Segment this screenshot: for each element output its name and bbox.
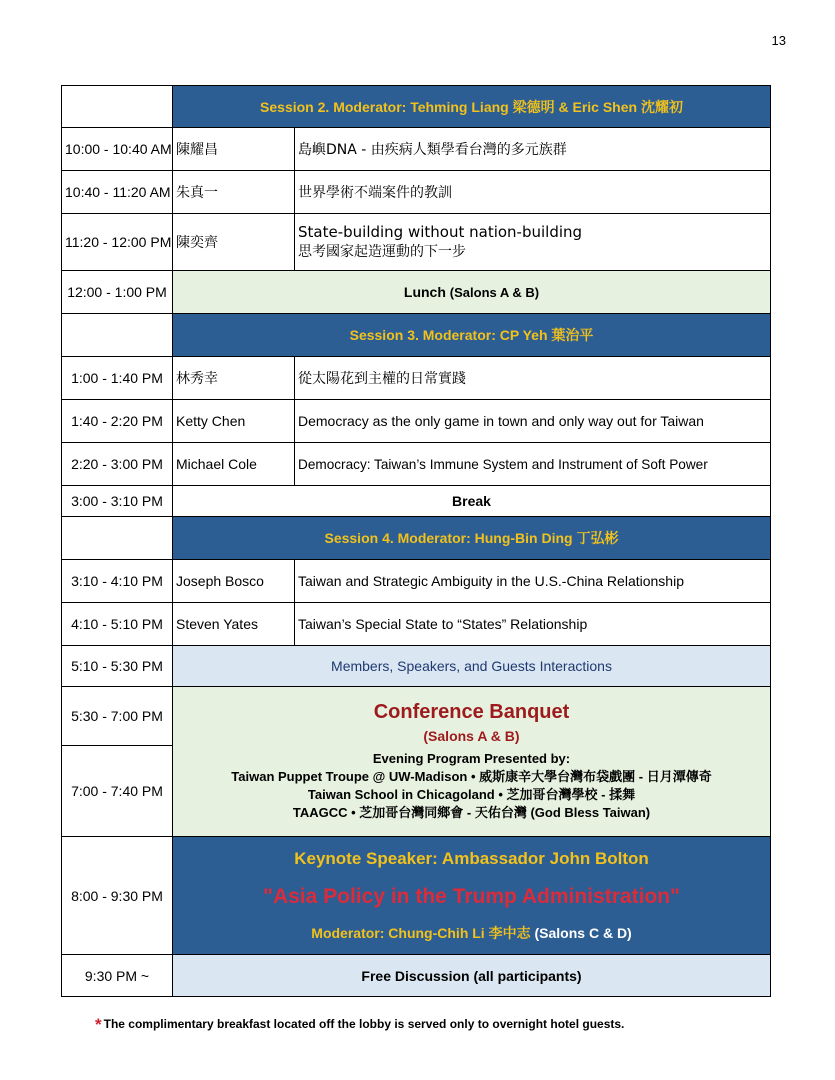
time-cell: 5:30 - 7:00 PM	[62, 687, 173, 746]
time-cell: 3:00 - 3:10 PM	[62, 486, 173, 517]
session-4-header: Session 4. Moderator: Hung-Bin Ding 丁弘彬	[173, 517, 771, 560]
topic-cell: 世界學術不端案件的教訓	[295, 171, 771, 214]
time-cell: 4:10 - 5:10 PM	[62, 603, 173, 646]
keynote-moderator: Moderator: Chung-Chih Li 李中志	[311, 924, 531, 941]
time-cell: 10:40 - 11:20 AM	[62, 171, 173, 214]
speaker-cell: 陳奕齊	[173, 214, 295, 271]
topic-cell: Taiwan and Strategic Ambiguity in the U.S.-China Relationship	[295, 560, 771, 603]
time-cell: 2:20 - 3:00 PM	[62, 443, 173, 486]
topic-cell: Democracy as the only game in town and only way out for Taiwan	[295, 400, 771, 443]
table-row	[62, 171, 771, 214]
time-cell: 1:00 - 1:40 PM	[62, 357, 173, 400]
table-row	[62, 214, 771, 271]
time-cell: 11:20 - 12:00 PM	[62, 214, 173, 271]
speaker-cell: Michael Cole	[173, 443, 295, 486]
banquet-program-line: Evening Program Presented by:	[372, 751, 571, 766]
session-3-header-row	[62, 314, 771, 357]
time-cell: 3:10 - 4:10 PM	[62, 560, 173, 603]
table-row	[62, 357, 771, 400]
empty-time-cell	[62, 314, 173, 357]
session-3-header: Session 3. Moderator: CP Yeh 葉治平	[173, 314, 771, 357]
speaker-cell: Steven Yates	[173, 603, 295, 646]
free-discussion-row	[62, 955, 771, 997]
keynote-moderator-line	[176, 923, 767, 943]
keynote-cell	[173, 837, 771, 955]
speaker-cell: 林秀幸	[173, 357, 295, 400]
banquet-row-1	[62, 687, 771, 746]
banquet-cell	[173, 687, 771, 837]
time-cell: 12:00 - 1:00 PM	[62, 271, 173, 314]
speaker-cell: 朱真一	[173, 171, 295, 214]
session-2-header: Session 2. Moderator: Tehming Liang 梁德明 & Eric Shen 沈耀初	[173, 86, 771, 128]
table-row	[62, 400, 771, 443]
banquet-program-line: Taiwan School in Chicagoland • 芝加哥台灣學校 - 揉舞	[307, 787, 636, 802]
keynote-topic: "Asia Policy in the Trump Administration"	[262, 884, 681, 908]
table-row	[62, 603, 771, 646]
break-row	[62, 486, 771, 517]
lunch-row	[62, 271, 771, 314]
topic-line-en: State-building without nation-building	[298, 223, 583, 241]
table-row	[62, 560, 771, 603]
time-cell: 5:10 - 5:30 PM	[62, 646, 173, 687]
topic-cell: 從太陽花到主權的日常實踐	[295, 357, 771, 400]
speaker-cell: Joseph Bosco	[173, 560, 295, 603]
footnote-asterisk: *	[95, 1015, 102, 1034]
banquet-location: (Salons A & B)	[423, 728, 520, 744]
topic-cell: 島嶼DNA - 由疾病人類學看台灣的多元族群	[295, 128, 771, 171]
table-row	[62, 128, 771, 171]
time-cell: 10:00 - 10:40 AM	[62, 128, 173, 171]
lunch-label: Lunch	[403, 284, 446, 300]
speaker-cell: Ketty Chen	[173, 400, 295, 443]
empty-time-cell	[62, 517, 173, 560]
keynote-row	[62, 837, 771, 955]
table-row	[62, 443, 771, 486]
topic-cell: Taiwan’s Special State to “States” Relationship	[295, 603, 771, 646]
footnote	[95, 1015, 624, 1035]
time-cell: 9:30 PM ~	[62, 955, 173, 997]
banquet-program-line: Taiwan Puppet Troupe @ UW-Madison • 威斯康辛大學台灣布袋戲團 - 日月潭傳奇	[231, 769, 712, 784]
banquet-title: Conference Banquet	[373, 701, 570, 723]
schedule-table	[61, 85, 771, 997]
speaker-cell: 陳耀昌	[173, 128, 295, 171]
keynote-location: (Salons C & D)	[530, 924, 632, 941]
empty-time-cell	[62, 86, 173, 128]
topic-line-zh: 思考國家起造運動的下一步	[298, 244, 466, 260]
session-4-header-row	[62, 517, 771, 560]
topic-cell	[295, 214, 771, 271]
session-2-header-row	[62, 86, 771, 128]
page-number: 13	[771, 33, 786, 48]
keynote-title: Keynote Speaker: Ambassador John Bolton	[294, 848, 649, 868]
break-cell: Break	[173, 486, 771, 517]
members-row	[62, 646, 771, 687]
footnote-text: The complimentary breakfast located off the lobby is served only to overnight hotel guests.	[103, 1017, 625, 1031]
time-cell: 8:00 - 9:30 PM	[62, 837, 173, 955]
topic-cell: Democracy: Taiwan’s Immune System and Instrument of Soft Power	[295, 443, 771, 486]
banquet-program-line: TAAGCC • 芝加哥台灣同鄉會 - 天佑台灣 (God Bless Taiwan)	[292, 805, 651, 820]
members-cell: Members, Speakers, and Guests Interactions	[173, 646, 771, 687]
time-cell: 1:40 - 2:20 PM	[62, 400, 173, 443]
free-discussion-cell: Free Discussion (all participants)	[173, 955, 771, 997]
lunch-cell	[173, 271, 771, 314]
time-cell: 7:00 - 7:40 PM	[62, 746, 173, 837]
lunch-location: (Salons A & B)	[449, 285, 540, 300]
